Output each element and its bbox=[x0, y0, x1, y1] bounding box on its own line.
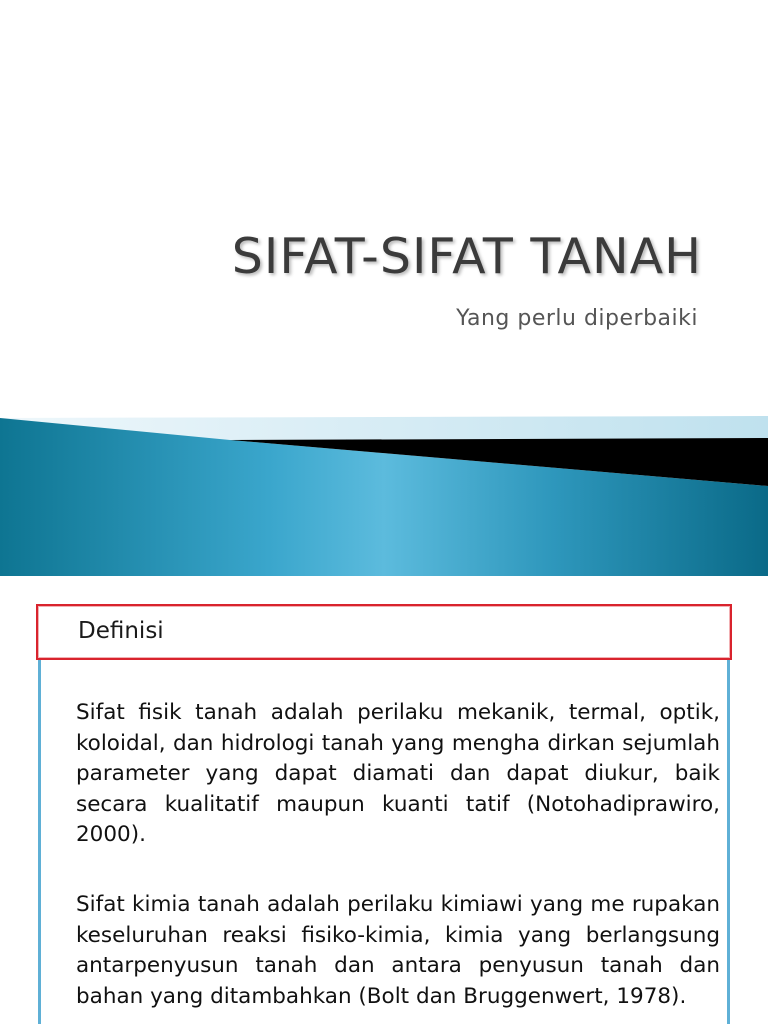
heading-box bbox=[36, 604, 732, 660]
paragraph-physical-properties: Sifat fisik tanah adalah perilaku mekanik, termal, optik, koloidal, dan hidrologi tanah yang mengha dirkan sejumlah parameter yang dapat diamati dan dapat diukur, baik secara kualitatif maupun kuanti tatif (Notohadiprawiro, 2000). bbox=[76, 700, 720, 848]
decorative-wave-band bbox=[0, 408, 768, 576]
paragraph-chemical-properties: Sifat kimia tanah adalah perilaku kimiawi yang me rupakan keseluruhan reaksi fisiko-kimia, kimia yang berlangsung antarpenyusun tanah dan antara penyusun tanah dan bahan yang ditambahkan (Bolt dan Bruggenwert, 1978). bbox=[76, 892, 720, 1009]
slide-title: SIFAT-SIFAT TANAH bbox=[231, 228, 702, 285]
slide-subtitle: Yang perlu diperbaiki bbox=[456, 306, 698, 331]
definition-slide bbox=[0, 576, 768, 1024]
definition-heading: Definisi bbox=[78, 618, 164, 644]
